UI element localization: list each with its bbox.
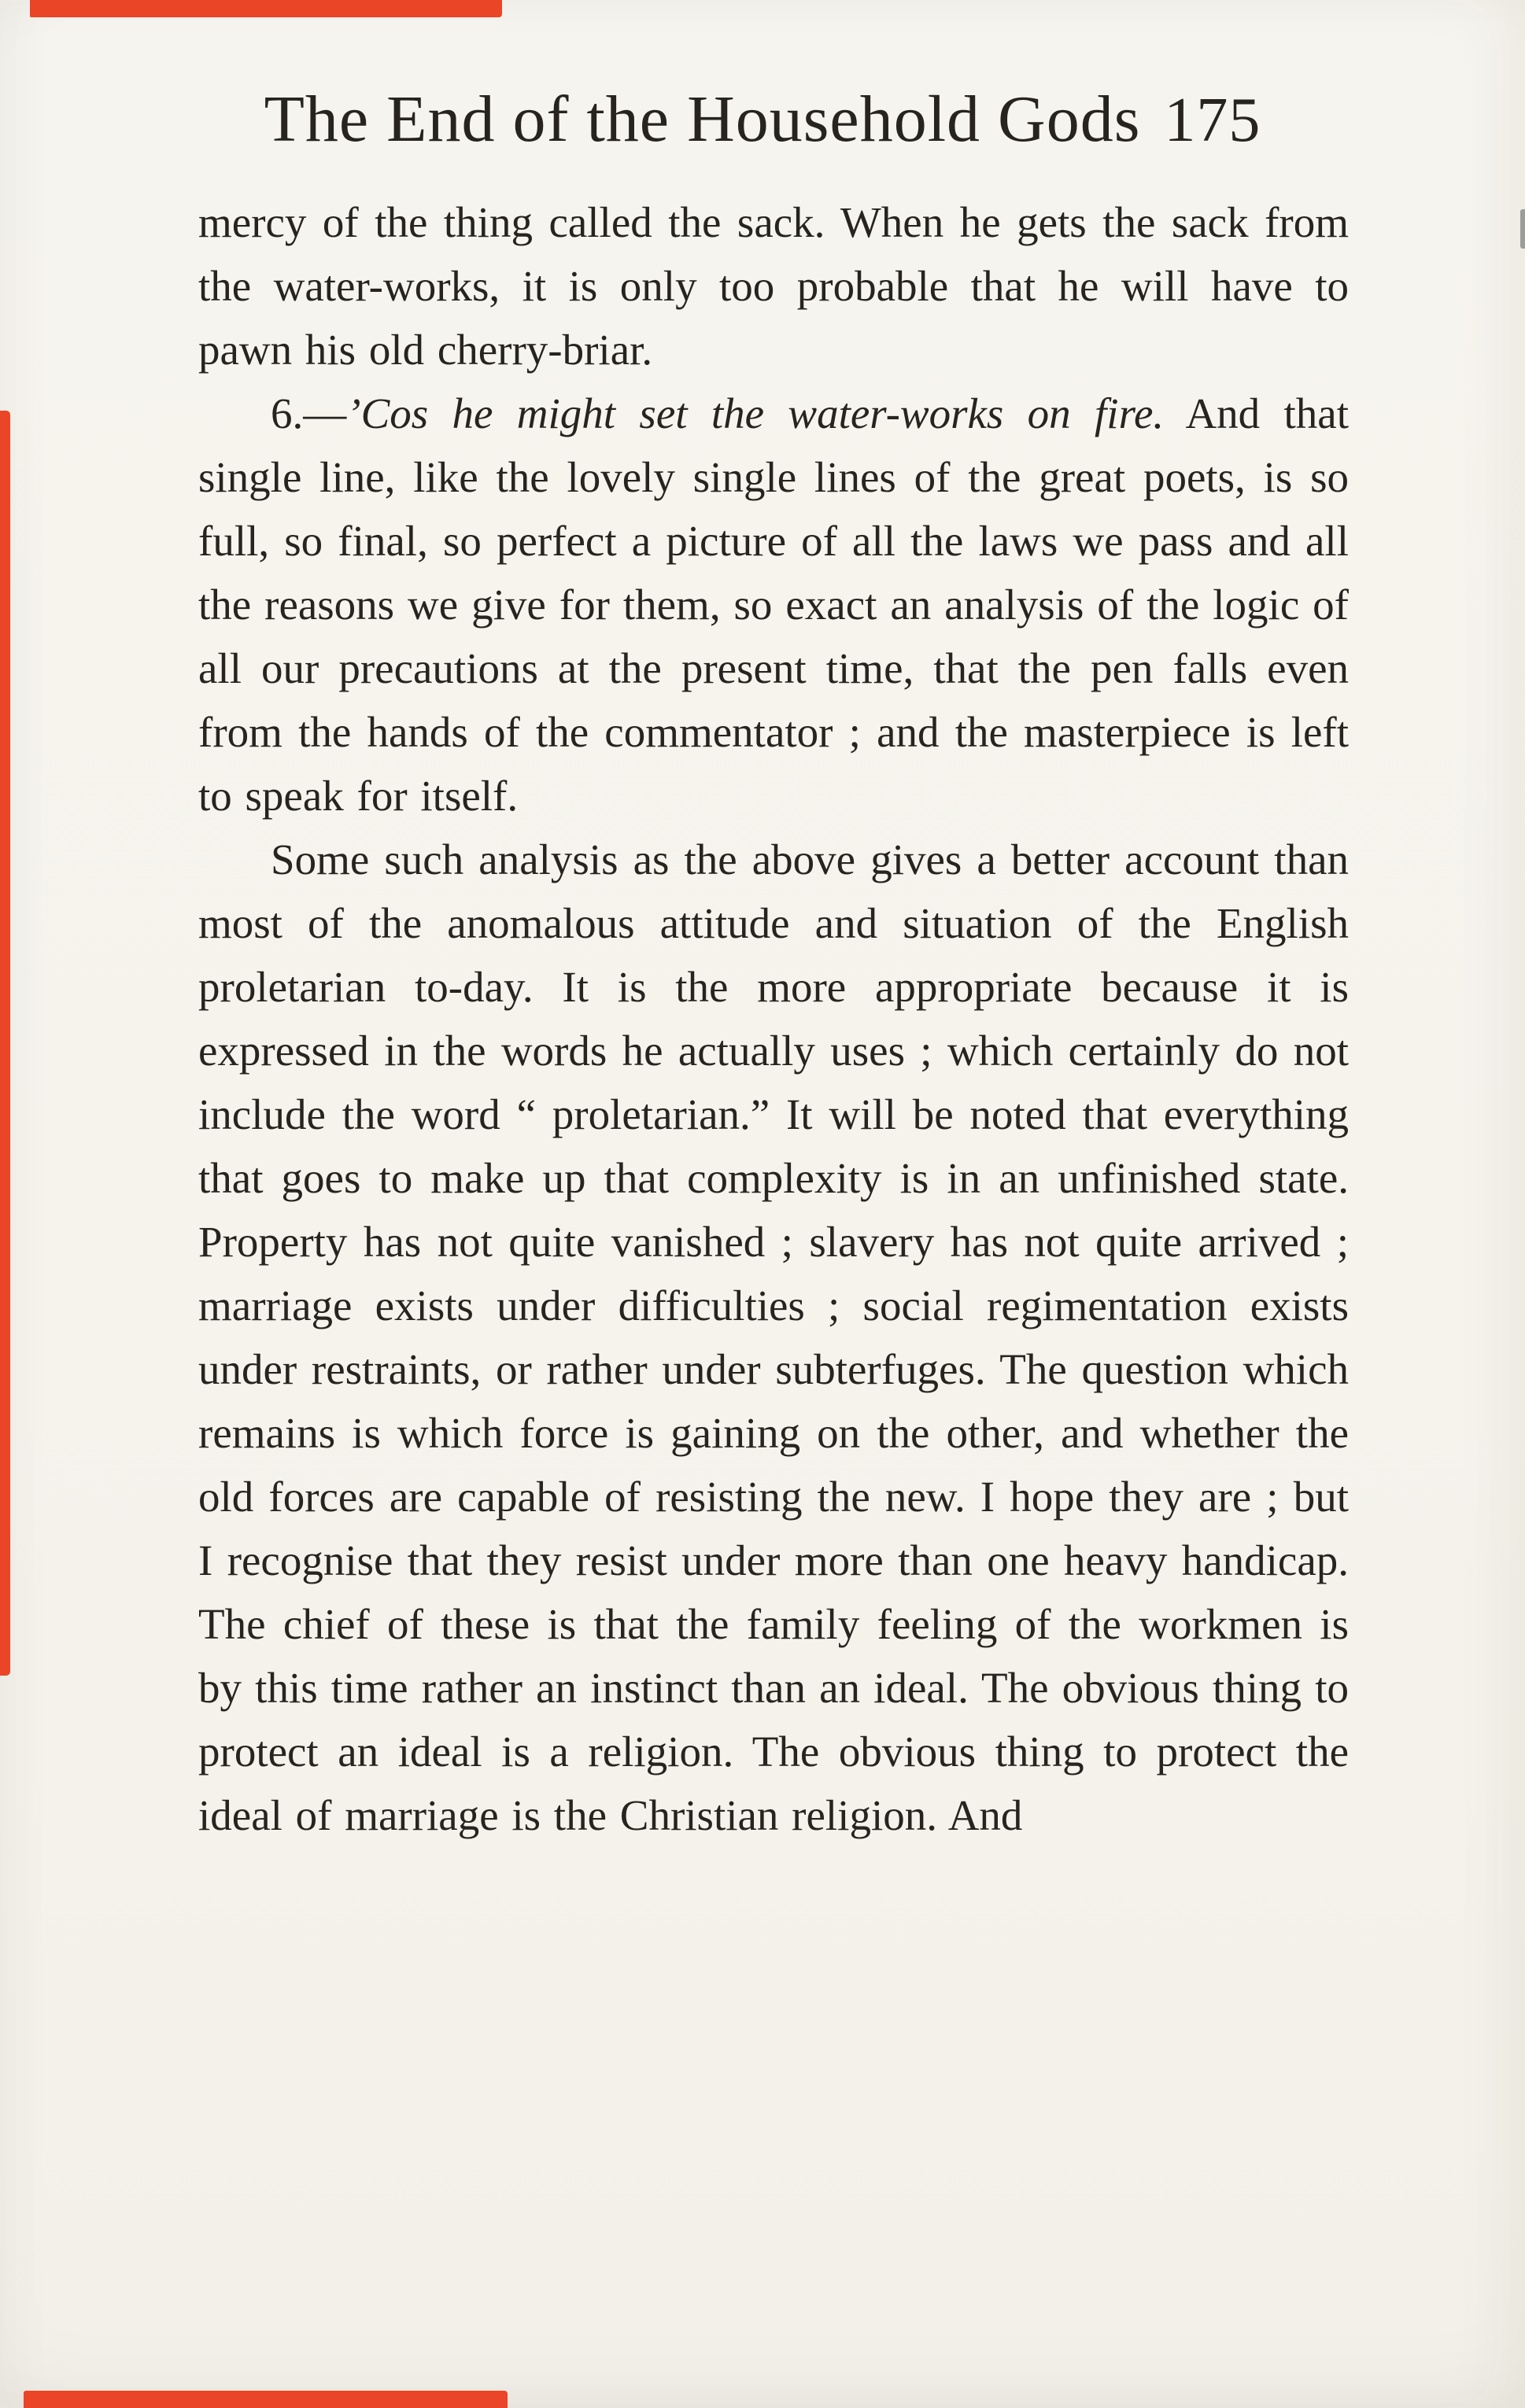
paragraph-1: mercy of the thing called the sack. When he gets the sack from the water-works, it is only too probable that he will have to pawn his old cherry-briar. [198,198,1349,374]
paragraph-2 [198,382,1349,828]
scan-mark-right-edge [1520,209,1525,249]
scan-artifact-left-edge [0,411,10,1676]
page-header [189,82,1336,158]
scan-artifact-top-edge [30,0,502,17]
quoted-line-italic: ’Cos he might set the water-works on fire. [346,389,1165,437]
page-body [198,190,1349,1847]
list-item-number: 6.— [271,389,347,437]
paragraph-2-rest: And that single line, like the lovely single lines of the great poets, is so full, so final, so perfect a picture of all the laws we pass and all the reasons we give for them, so exact an analysis of the logic of all our precautions at the present time, that the pen falls even from the hands of the commentator ; and the masterpiece is left to speak for itself. [198,389,1349,820]
page-title: The End of the Household Gods [264,83,1141,156]
page-number: 175 [1164,86,1261,155]
scan-artifact-bottom-edge [24,2391,508,2408]
paragraph-3: Some such analysis as the above gives a better account than most of the anomalous attitude and situation of the English proletarian to-day. It is the more appropriate because it is expressed in the words he actually uses ; which certainly do not include the word “ proletarian.” It will be noted that everything that goes to make up that complexity is in an unfinished state. Property has not quite vanished ; slavery has not quite arrived ; marriage exists under difficulties ; social regimentation exists under restraints, or rather under subterfuges. The question which remains is which force is gaining on the other, and whether the old forces are capable of resisting the new. I hope they are ; but I recognise that they resist under more than one heavy handicap. The chief of these is that the family feeling of the workmen is by this time rather an instinct than an ideal. The obvious thing to protect an ideal is a religion. The obvious thing to protect the ideal of marriage is the Christian religion. And [198,835,1349,1839]
